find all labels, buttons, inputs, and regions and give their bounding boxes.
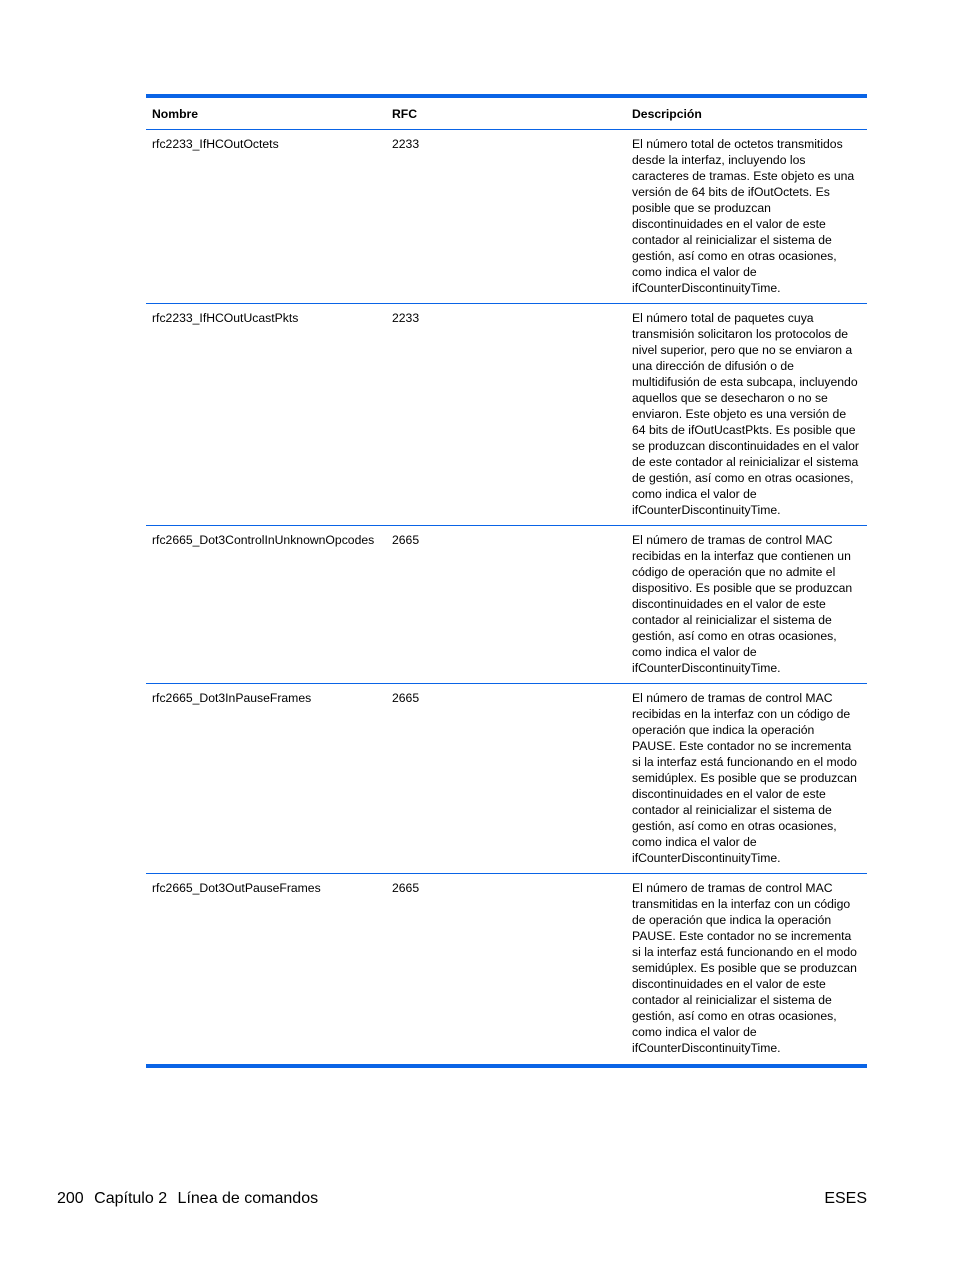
header-descripcion: Descripción	[626, 98, 867, 130]
cell-rfc: 2665	[386, 526, 626, 684]
chapter-label: Capítulo 2	[94, 1190, 168, 1207]
parameters-table-container	[146, 94, 867, 1064]
table-row	[146, 130, 867, 304]
cell-description: El número de tramas de control MAC recibidas en la interfaz con un código de operación que indica la operación PAUSE. Este contador no se incrementa si la interfaz está funcionando en el modo semidúplex. Es posible que se produzcan discontinuidades en el valor de este contador al reinicializar el sistema de gestión, así como en otras ocasiones, como indica el valor de ifCounterDiscontinuityTime.	[626, 684, 867, 874]
cell-rfc: 2233	[386, 304, 626, 526]
chapter-title: Línea de comandos	[177, 1190, 319, 1207]
table-row	[146, 874, 867, 1065]
cell-rfc: 2665	[386, 684, 626, 874]
page-number: 200	[57, 1190, 84, 1207]
table-row	[146, 684, 867, 874]
parameters-table	[146, 98, 867, 1064]
table-row	[146, 526, 867, 684]
table-row	[146, 304, 867, 526]
cell-name: rfc2233_IfHCOutUcastPkts	[146, 304, 386, 526]
cell-name: rfc2665_Dot3InPauseFrames	[146, 684, 386, 874]
footer-locale: ESES	[824, 1190, 867, 1207]
page-footer	[57, 1190, 867, 1208]
table-bottom-rule	[146, 1064, 867, 1068]
cell-description: El número total de octetos transmitidos desde la interfaz, incluyendo los caracteres de tramas. Este objeto es una versión de 64 bits de ifOutOctets. Es posible que se produzcan discontinuidades en el valor de este contador al reinicializar el sistema de gestión, así como en otras ocasiones, como indica el valor de ifCounterDiscontinuityTime.	[626, 130, 867, 304]
cell-rfc: 2665	[392, 881, 420, 895]
cell-description: El número de tramas de control MAC transmitidas en la interfaz con un código de operación que indica la operación PAUSE. Este contador no se incrementa si la interfaz está funcionando en el modo semidúplex. Es posible que se produzcan discontinuidades en el valor de este contador al reinicializar el sistema de gestión, así como en otras ocasiones, como indica el valor de ifCounterDiscontinuityTime.	[632, 881, 857, 1055]
cell-name: rfc2665_Dot3ControlInUnknownOpcodes	[146, 526, 386, 684]
cell-name: rfc2665_Dot3OutPauseFrames	[152, 881, 321, 895]
cell-description: El número de tramas de control MAC recibidas en la interfaz que contienen un código de operación que no admite el dispositivo. Es posible que se produzcan discontinuidades en el valor de este contador al reinicializar el sistema de gestión, así como en otras ocasiones, como indica el valor de ifCounterDiscontinuityTime.	[626, 526, 867, 684]
table-header-row	[146, 98, 867, 130]
cell-name: rfc2233_IfHCOutOctets	[146, 130, 386, 304]
cell-description: El número total de paquetes cuya transmisión solicitaron los protocolos de nivel superior, pero que no se enviaron a una dirección de difusión o de multidifusión de esta subcapa, incluyendo aquellos que se desecharon o no se enviaron. Este objeto es una versión de 64 bits de ifOutUcastPkts. Es posible que se produzcan discontinuidades en el valor de este contador al reinicializar el sistema de gestión, así como en otras ocasiones, como indica el valor de ifCounterDiscontinuityTime.	[626, 304, 867, 526]
header-nombre: Nombre	[146, 98, 386, 130]
cell-rfc: 2233	[386, 130, 626, 304]
header-rfc: RFC	[386, 98, 626, 130]
footer-left	[57, 1190, 324, 1208]
